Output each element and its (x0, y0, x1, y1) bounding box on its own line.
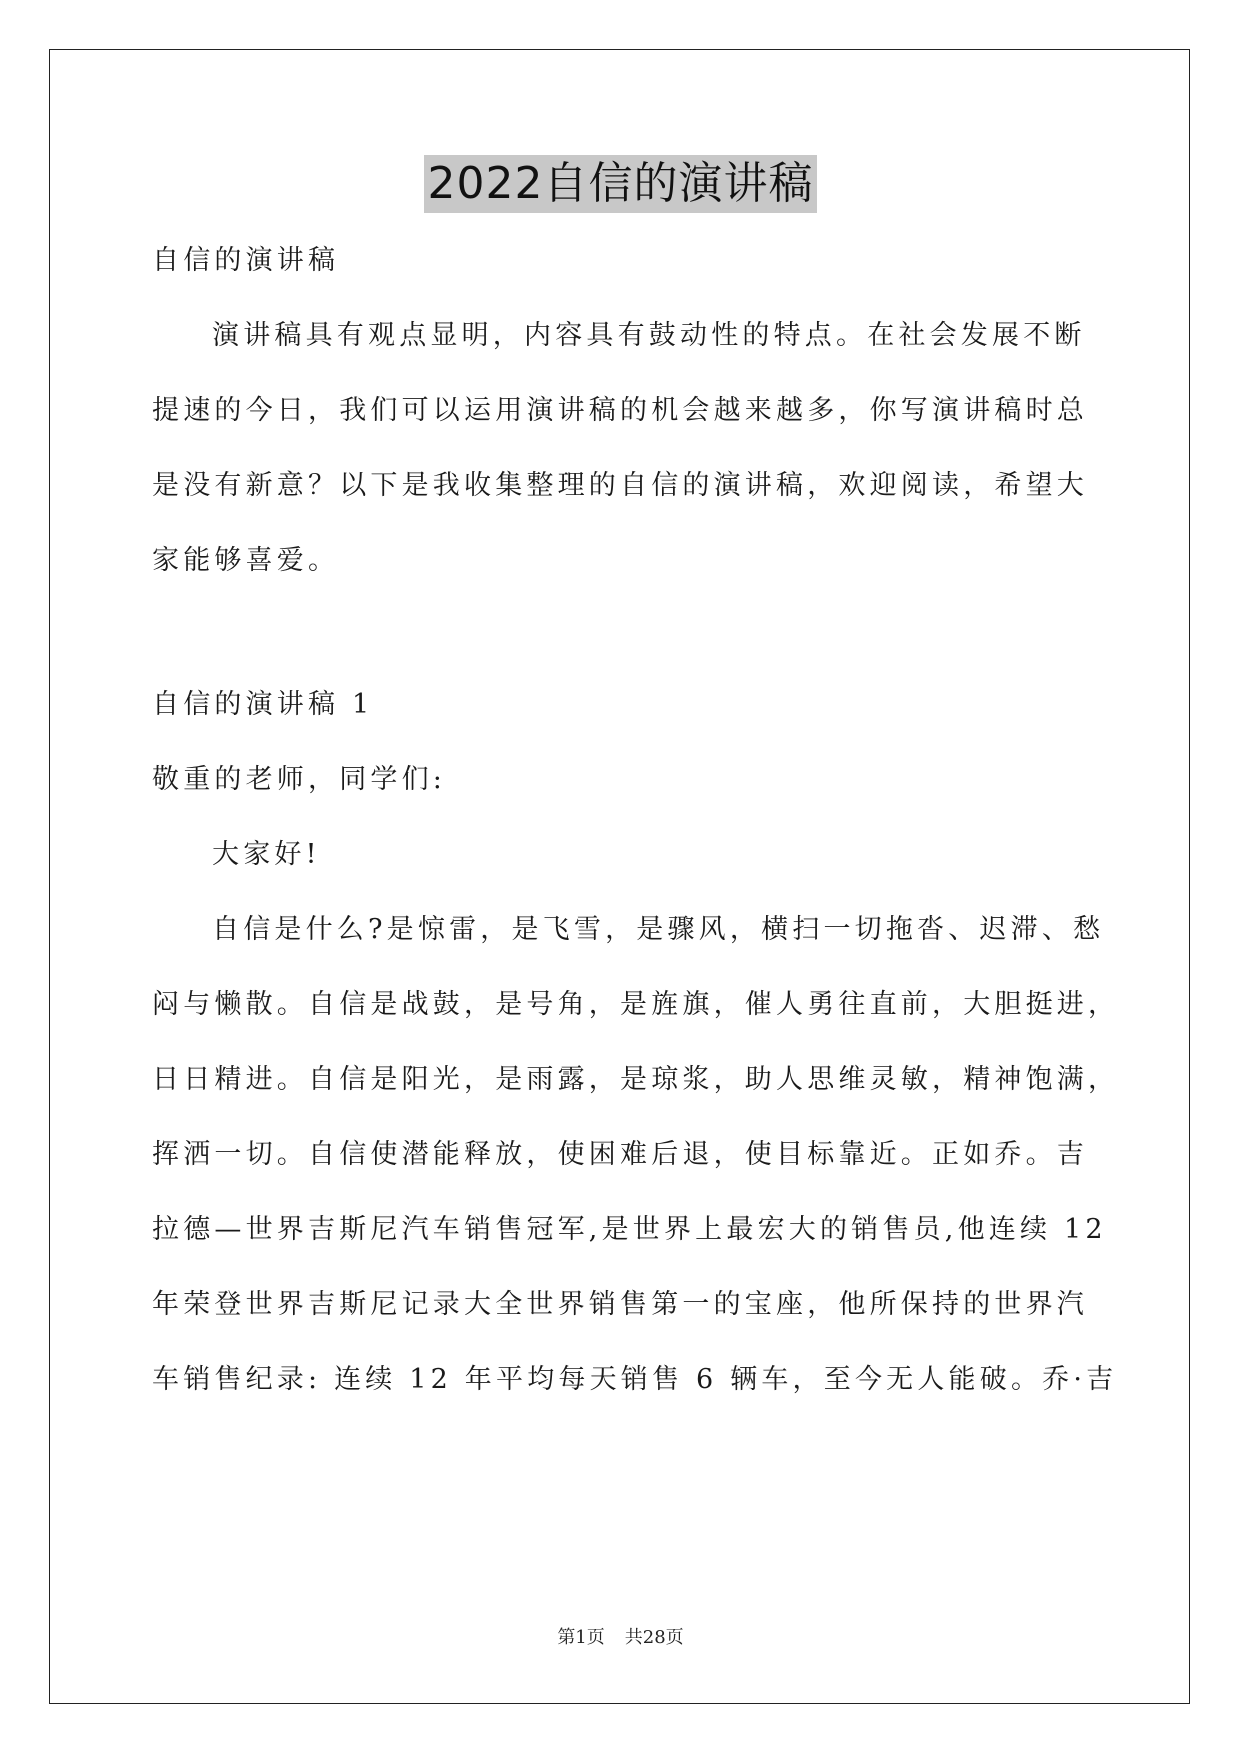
greeting: 大家好! (212, 839, 321, 870)
page-number: 第1页 (557, 1627, 605, 1648)
subheading: 自信的演讲稿 (152, 245, 340, 276)
title-container (0, 155, 1241, 213)
paragraph-line: 是没有新意？以下是我收集整理的自信的演讲稿，欢迎阅读，希望大 (152, 470, 1088, 501)
paragraph-line: 年荣登世界吉斯尼记录大全世界销售第一的宝座，他所保持的世界汽 (152, 1289, 1088, 1320)
paragraph-line: 提速的今日，我们可以运用演讲稿的机会越来越多，你写演讲稿时总 (152, 395, 1088, 426)
paragraph-line: 挥洒一切。自信使潜能释放，使困难后退，使目标靠近。正如乔。吉 (152, 1139, 1088, 1170)
paragraph-line: 日日精进。自信是阳光，是雨露，是琼浆，助人思维灵敏，精神饱满， (152, 1064, 1120, 1095)
page-total: 共28页 (624, 1627, 684, 1648)
document-title: 2022自信的演讲稿 (424, 155, 818, 213)
paragraph-line: 家能够喜爱。 (152, 545, 340, 576)
paragraph-line: 车销售纪录: 连续 12 年平均每天销售 6 辆车，至今无人能破。乔·吉 (152, 1364, 1118, 1395)
page-border (49, 49, 1190, 1704)
paragraph-line: 演讲稿具有观点显明，内容具有鼓动性的特点。在社会发展不断 (212, 320, 1086, 351)
salutation: 敬重的老师，同学们: (152, 764, 447, 795)
paragraph-line: 闷与懒散。自信是战鼓，是号角，是旌旗，催人勇往直前，大胆挺进， (152, 989, 1120, 1020)
section-heading: 自信的演讲稿 1 (152, 689, 374, 720)
paragraph-line: 拉德—世界吉斯尼汽车销售冠军,是世界上最宏大的销售员,他连续 12 (152, 1214, 1107, 1245)
page-footer (0, 1626, 1241, 1650)
paragraph-line: 自信是什么?是惊雷，是飞雪，是骤风，横扫一切拖沓、迟滞、愁 (212, 914, 1105, 945)
